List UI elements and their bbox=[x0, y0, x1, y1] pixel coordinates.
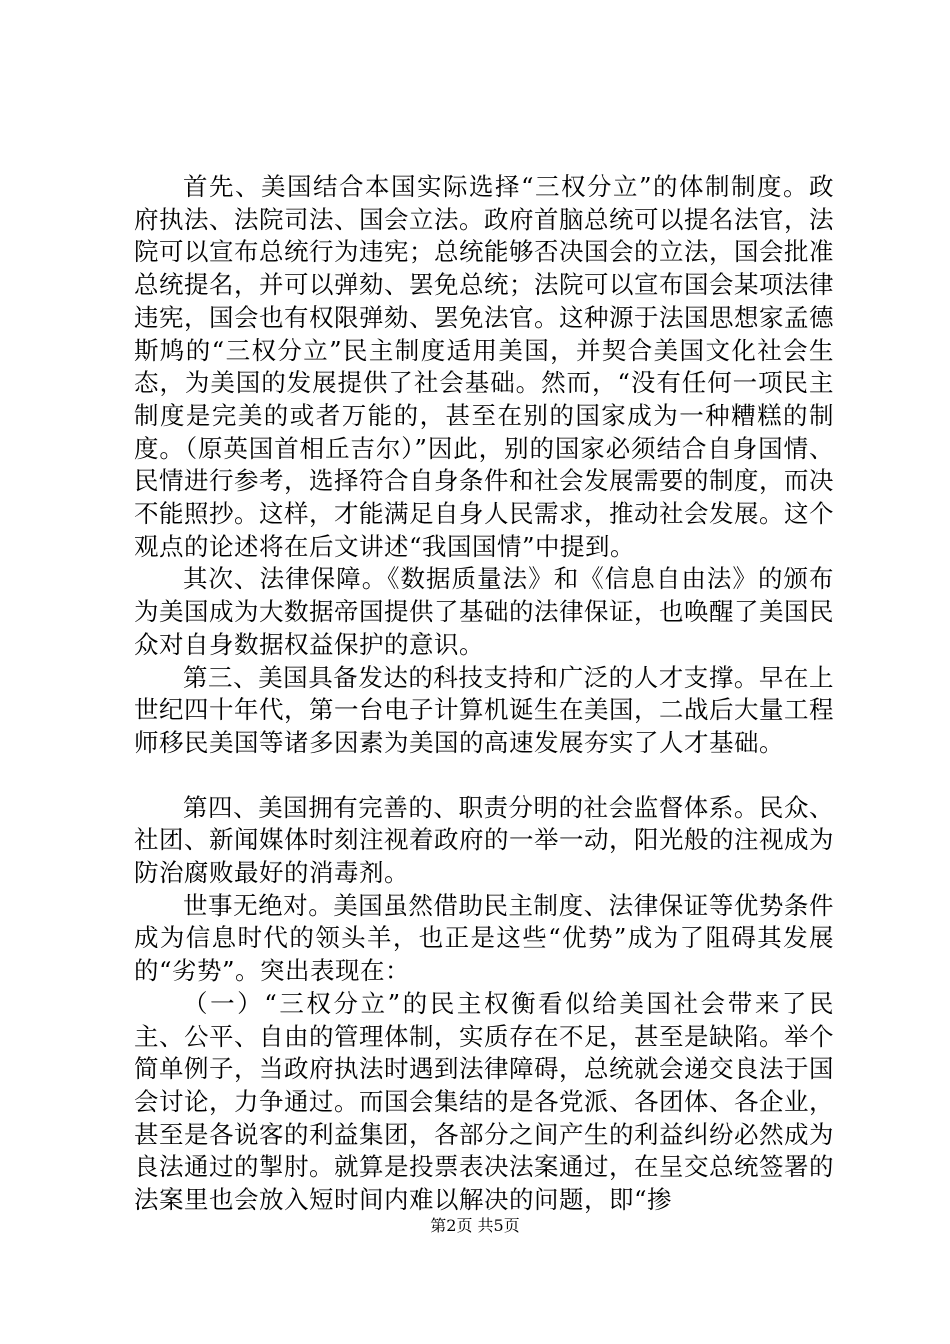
paragraph-point-one: （一）“三权分立”的民主权衡看似给美国社会带来了民主、公平、自由的管理体制，实质存在不足，甚至是缺陷。举个简单例子，当政府执法时遇到法律障碍，总统就会递交良法于国会讨论，力争通过。而国会集结的是各党派、各团体、各企业，甚至是各说客的利益集团，各部分之间产生的利益纠纷必然成为良法通过的掣肘。就算是投票表决法案通过，在呈交总统签署的法案里也会放入短时间内难以解决的问题，即“掺 bbox=[134, 988, 834, 1215]
paragraph-supervision-system: 第四、美国拥有完善的、职责分明的社会监督体系。民众、社团、新闻媒体时刻注视着政府的一举一动，阳光般的注视成为防治腐败最好的消毒剂。 bbox=[134, 792, 834, 888]
body-text bbox=[134, 171, 834, 1217]
paragraph-separation-of-powers: 首先、美国结合本国实际选择“三权分立”的体制制度。政府执法、法院司法、国会立法。政府首脑总统可以提名法官，法院可以宣布总统行为违宪；总统能够否决国会的立法，国会批准总统提名，并可以弹劾、罢免总统；法院可以宣布国会某项法律违宪，国会也有权限弹劾、罢免法官。这种源于法国思想家孟德斯鸠的“三权分立”民主制度适用美国，并契合美国文化社会生态，为美国的发展提供了社会基础。然而，“没有任何一项民主制度是完美的或者万能的，甚至在别的国家成为一种糟糕的制度。（原英国首相丘吉尔）”因此，别的国家必须结合自身国情、民情进行参考，选择符合自身条件和社会发展需要的制度，而决不能照抄。这样，才能满足自身人民需求，推动社会发展。这个观点的论述将在后文讲述“我国国情”中提到。 bbox=[134, 172, 834, 561]
page-number-footer: 第2页 共5页 bbox=[430, 1216, 520, 1235]
paragraph-legal-guarantee: 其次、法律保障。《数据质量法》和《信息自由法》的颁布为美国成为大数据帝国提供了基础的法律保证，也唤醒了美国民众对自身数据权益保护的意识。 bbox=[134, 564, 834, 659]
paragraph-technology-talent: 第三、美国具备发达的科技支持和广泛的人才支撑。早在上世纪四十年代，第一台电子计算机诞生在美国，二战后大量工程师移民美国等诸多因素为美国的高速发展夯实了人才基础。 bbox=[134, 662, 834, 757]
paragraph-nothing-absolute: 世事无绝对。美国虽然借助民主制度、法律保证等优势条件成为信息时代的领头羊，也正是这些“优势”成为了阻碍其发展的“劣势”。突出表现在： bbox=[134, 890, 834, 986]
